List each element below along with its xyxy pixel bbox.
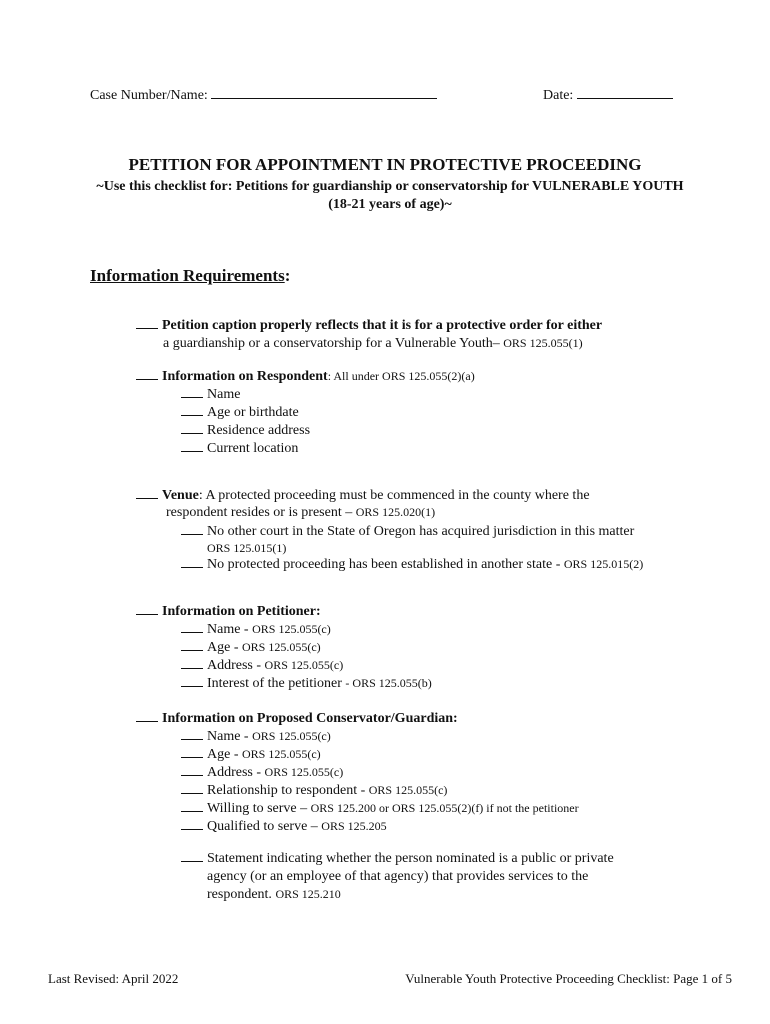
guardian-sub-name bbox=[181, 728, 331, 745]
case-number-label: Case Number/Name: bbox=[90, 88, 208, 103]
respondent-heading: Information on Respondent bbox=[162, 369, 328, 384]
guardian-sub-text: Qualified to serve – bbox=[207, 819, 318, 834]
venue-line2-text: respondent resides or is present – bbox=[166, 505, 353, 520]
respondent-sub-text: Age or birthdate bbox=[207, 405, 299, 420]
case-number-field bbox=[90, 86, 437, 104]
statement-line2: agency (or an employee of that agency) that provides services to the bbox=[207, 869, 589, 884]
petitioner-sub-text: Address - bbox=[207, 658, 262, 673]
checkbox-blank[interactable] bbox=[181, 422, 203, 434]
checkbox-blank[interactable] bbox=[181, 746, 203, 758]
respondent-sub-age bbox=[181, 404, 299, 421]
date-blank bbox=[577, 86, 673, 99]
checkbox-blank[interactable] bbox=[136, 368, 158, 380]
respondent-ref: : All under ORS 125.055(2)(a) bbox=[327, 369, 475, 383]
page-subtitle: ~Use this checklist for: Petitions for guardianship or conservatorship for VULNERABLE YOUTH (18-21 years of age)~ bbox=[96, 179, 684, 212]
checkbox-blank[interactable] bbox=[181, 850, 203, 862]
guardian-sub-ref: ORS 125.055(c) bbox=[252, 729, 331, 743]
footer-page: Vulnerable Youth Protective Proceeding Checklist: Page 1 of 5 bbox=[405, 971, 732, 986]
petitioner-sub-name bbox=[181, 621, 331, 638]
checkbox-blank[interactable] bbox=[181, 782, 203, 794]
venue-sub-other-state bbox=[181, 556, 643, 573]
checkbox-blank[interactable] bbox=[181, 386, 203, 398]
venue-sub1-text: No other court in the State of Oregon has acquired jurisdiction in this matter bbox=[207, 524, 635, 539]
petitioner-sub-ref: - ORS 125.055(b) bbox=[345, 676, 432, 690]
venue-sub-jurisdiction bbox=[181, 523, 634, 540]
guardian-heading: Information on Proposed Conservator/Guardian: bbox=[162, 711, 458, 726]
caption-item-text: Petition caption properly reflects that it is for a protective order for either bbox=[162, 318, 603, 333]
guardian-sub-address bbox=[181, 764, 343, 781]
venue-line2 bbox=[166, 505, 435, 521]
statement-line3 bbox=[207, 887, 341, 903]
venue-sub2-ref: ORS 125.015(2) bbox=[563, 557, 644, 571]
guardian-sub-text: Willing to serve – bbox=[207, 801, 308, 816]
respondent-sub-location bbox=[181, 440, 298, 457]
checkbox-blank[interactable] bbox=[181, 764, 203, 776]
respondent-sub-text: Name bbox=[207, 387, 241, 402]
venue-sub2-text: No protected proceeding has been established in another state - bbox=[207, 557, 561, 572]
date-label: Date: bbox=[543, 88, 574, 103]
guardian-sub-text: Address - bbox=[207, 765, 262, 780]
checkbox-blank[interactable] bbox=[136, 710, 158, 722]
footer-revised: Last Revised: April 2022 bbox=[48, 971, 179, 986]
venue-sub1-ref: ORS 125.015(1) bbox=[207, 541, 287, 555]
checklist-item-petitioner bbox=[136, 603, 321, 620]
guardian-sub-text: Age - bbox=[207, 747, 239, 762]
guardian-sub-relationship bbox=[181, 782, 447, 799]
guardian-sub-ref: ORS 125.055(c) bbox=[368, 783, 448, 797]
checkbox-blank[interactable] bbox=[181, 657, 203, 669]
checkbox-blank[interactable] bbox=[181, 404, 203, 416]
respondent-sub-text: Current location bbox=[207, 441, 299, 456]
checklist-item-venue bbox=[136, 487, 590, 504]
checkbox-blank[interactable] bbox=[181, 440, 203, 452]
petitioner-sub-text: Interest of the petitioner bbox=[207, 676, 342, 691]
checkbox-blank[interactable] bbox=[181, 639, 203, 651]
checkbox-blank[interactable] bbox=[136, 603, 158, 615]
statement-ref: ORS 125.210 bbox=[275, 887, 341, 901]
page-title: PETITION FOR APPOINTMENT IN PROTECTIVE PROCEEDING bbox=[128, 155, 642, 174]
statement-line1: Statement indicating whether the person nominated is a public or private bbox=[207, 851, 614, 866]
petitioner-sub-address bbox=[181, 657, 343, 674]
petitioner-sub-ref: ORS 125.055(c) bbox=[252, 622, 331, 636]
statement-line3-text: respondent. bbox=[207, 887, 272, 902]
section-heading-text: Information Requirements bbox=[90, 266, 285, 285]
checkbox-blank[interactable] bbox=[181, 556, 203, 568]
guardian-sub-ref: ORS 125.055(c) bbox=[242, 747, 321, 761]
section-heading-colon: : bbox=[284, 266, 291, 285]
guardian-statement bbox=[181, 850, 614, 867]
checkbox-blank[interactable] bbox=[181, 675, 203, 687]
petitioner-sub-text: Name - bbox=[207, 622, 249, 637]
guardian-sub-text: Name - bbox=[207, 729, 249, 744]
respondent-sub-name bbox=[181, 386, 240, 403]
checkbox-blank[interactable] bbox=[181, 800, 203, 812]
checklist-item-respondent bbox=[136, 368, 475, 385]
caption-item-line2 bbox=[163, 336, 583, 352]
petitioner-sub-age bbox=[181, 639, 321, 656]
checkbox-blank[interactable] bbox=[136, 317, 158, 329]
caption-item-ref: ORS 125.055(1) bbox=[503, 336, 583, 350]
venue-heading: Venue bbox=[162, 488, 199, 503]
guardian-sub-ref: ORS 125.200 or ORS 125.055(2)(f) if not the petitioner bbox=[310, 801, 579, 815]
guardian-sub-ref: ORS 125.055(c) bbox=[264, 765, 344, 779]
checkbox-blank[interactable] bbox=[181, 818, 203, 830]
checkbox-blank[interactable] bbox=[181, 621, 203, 633]
petitioner-sub-ref: ORS 125.055(c) bbox=[242, 640, 321, 654]
petitioner-sub-text: Age - bbox=[207, 640, 239, 655]
guardian-sub-qualified bbox=[181, 818, 387, 835]
guardian-sub-willing bbox=[181, 800, 579, 817]
checkbox-blank[interactable] bbox=[136, 487, 158, 499]
respondent-sub-text: Residence address bbox=[207, 423, 311, 438]
checkbox-blank[interactable] bbox=[181, 523, 203, 535]
venue-text: : A protected proceeding must be commenced in the county where the bbox=[198, 488, 590, 503]
date-field bbox=[543, 86, 673, 104]
guardian-sub-age bbox=[181, 746, 321, 763]
venue-line2-ref: ORS 125.020(1) bbox=[355, 505, 436, 519]
petitioner-sub-ref: ORS 125.055(c) bbox=[264, 658, 344, 672]
guardian-sub-ref: ORS 125.205 bbox=[321, 819, 387, 833]
petitioner-sub-interest bbox=[181, 675, 432, 692]
checkbox-blank[interactable] bbox=[181, 728, 203, 740]
petitioner-heading: Information on Petitioner: bbox=[162, 604, 321, 619]
guardian-sub-text: Relationship to respondent - bbox=[207, 783, 366, 798]
respondent-sub-residence bbox=[181, 422, 310, 439]
caption-item-line2-text: a guardianship or a conservatorship for a Vulnerable Youth– bbox=[163, 336, 500, 351]
checklist-item-guardian bbox=[136, 710, 458, 727]
case-number-blank bbox=[211, 86, 437, 99]
section-heading bbox=[90, 266, 290, 286]
checklist-item-caption bbox=[136, 317, 602, 334]
